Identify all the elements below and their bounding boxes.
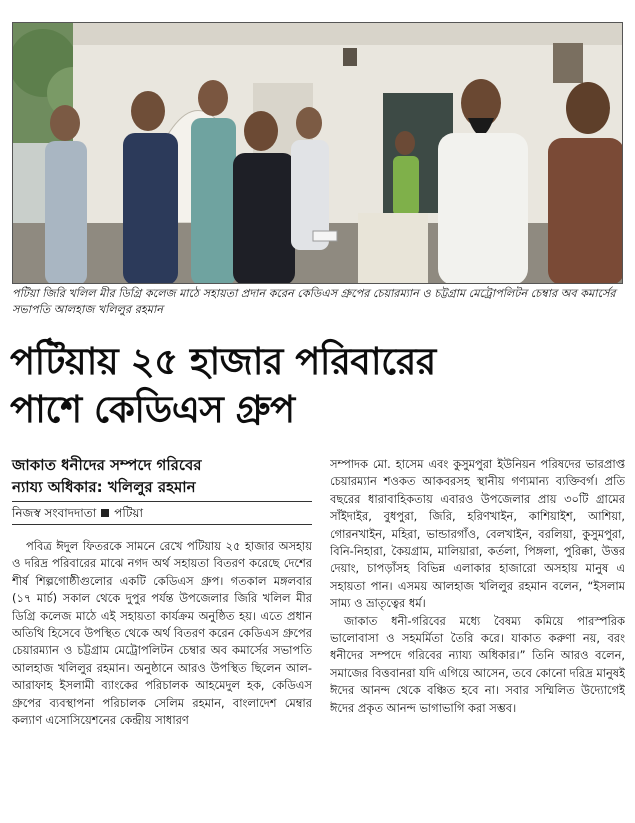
byline — [12, 504, 312, 522]
subheadline-line-1: জাকাত ধনীদের সম্পদে গরিবের — [12, 456, 202, 474]
divider — [12, 501, 312, 502]
headline-line-2: পাশে কেডিএস গ্রুপ — [10, 388, 295, 431]
article-paragraph: পবিত্র ঈদুল ফিতরকে সামনে রেখে পটিয়ায় ২৫ হাজার অসহায় ও দরিদ্র পরিবারের মাঝে নগদ অর্থ সহায়তা বিতরণ করেছে দেশের শীর্ষ শিল্পগোষ্ঠীগুলোর একটি কেডিএস গ্রুপ। গতকাল মঙ্গলবার (১৭ মার্চ) সকাল থেকে দুপুর পর্যন্ত উপজেলার জিরি খলিল মীর ডিগ্রি কলেজ মাঠে এই সহায়তা কার্যক্রম অনুষ্ঠিত হয়। এতে প্রধান অতিথি হিসেবে উপস্থিত থেকে অর্থ বিতরণ করেন কেডিএস গ্রুপের চেয়ারম্যান ও চট্টগ্রাম মেট্রোপলিটন চেম্বার অব কমার্সের সভাপতি আলহাজ খলিলুর রহমান। অনুষ্ঠানে আরও উপস্থিত ছিলেন আল-আরাফাহ ইসলামী ব্যাংকের পরিচালক আহমেদুল হক, কেডিএস গ্রুপের ব্যবস্থাপনা পরিচালক সেলিম রহমান, বাংলাদেশ মেম্বার কল্যাণ এসোসিয়েশনের কেন্দ্রীয় সাধারণ — [12, 539, 312, 728]
byline-reporter: নিজস্ব সংবাদদাতা — [12, 506, 97, 520]
subheadline-line-2: ন্যায্য অধিকার: খলিলুর রহমান — [12, 478, 196, 496]
article-paragraph: জাকাত ধনী-গরিবের মধ্যে বৈষম্য কমিয়ে পারস্পরিক ভালোবাসা ও সহমর্মিতা তৈরি করে। যাকাত করুণা নয়, বরং ধনীদের সম্পদে গরিবের ন্যায্য অধিকার।” তিনি আরও বলেন, সমাজের বিত্তবানরা যদি এগিয়ে আসেন, তবে কোনো দরিদ্র মানুষই ঈদের আনন্দ থেকে বঞ্চিত হবে না। সবার সম্মিলিত উদ্যোগেই ঈদের প্রকৃত আনন্দ ভাগাভাগি করা সম্ভব। — [330, 613, 625, 715]
photo-caption: পটিয়া জিরি খলিল মীর ডিগ্রি কলেজ মাঠে সহায়তা প্রদান করেন কেডিএস গ্রুপের চেয়ারম্যান ও চট্টগ্রাম মেট্রোপলিটন চেম্বার অব কমার্সের সভাপতি আলহাজ খলিলুর রহমান — [12, 287, 616, 316]
photo-illustration — [13, 23, 623, 284]
article-paragraph: সম্পাদক মো. হাসেম এবং কুসুমপুরা ইউনিয়ন পরিষদের ভারপ্রাপ্ত চেয়ারম্যান শওকত আকবরসহ স্থানীয় গণ্যমান্য ব্যক্তিবর্গ। প্রতি বছরের ধারাবাহিকতায় এবারও উপজেলার প্রায় ৩০টি গ্রামের সাঁইদাইর, বুধপুরা, জিরি, হরিণখাইন, কাশিয়াইশ, আশিয়া, গোরনখাইন, মহিরা, ভান্ডারগাঁও, বেলখাইন, বরলিয়া, কুসুমপুরা, বিনি-নিহারা, কৈয়গ্রাম, মালিয়ারা, কর্তলা, পিঙ্গলা, পুরিক্কা, উত্তর দেয়াং, চাপড়াঁসহ বিভিন্ন এলাকার হাজারো অসহায় মানুষ এ সহায়তা পান। এসময় আলহাজ খলিলুর রহমান বলেন, “ইসলাম সাম্য ও ভ্রাতৃত্বের ধর্ম। — [330, 457, 625, 611]
headline-line-1: পটিয়ায় ২৫ হাজার পরিবারের — [10, 340, 436, 383]
news-photo — [12, 22, 623, 284]
byline-place: পটিয়া — [114, 506, 143, 520]
article-column-1 — [12, 538, 312, 823]
square-bullet-icon — [101, 509, 109, 517]
divider — [12, 524, 312, 525]
subheadline — [12, 454, 312, 498]
headline — [10, 338, 625, 434]
article-column-2 — [330, 456, 625, 823]
